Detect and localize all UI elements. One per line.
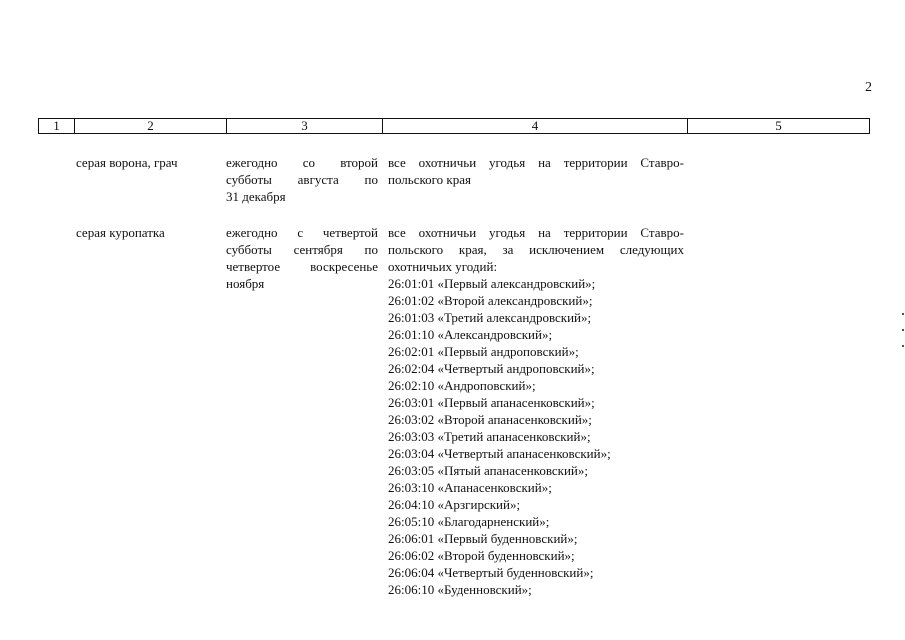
period-cell [226,154,378,205]
territory-list-item: 26:03:01 «Первый апанасенковский»; [388,395,595,410]
territory-line: охотничьих угодий: [388,259,498,274]
species-cell: серая ворона, грач [76,155,178,170]
header-cell-3: 3 [227,119,383,133]
period-line: субботы сентября по [226,242,378,257]
territory-list-item: 26:01:02 «Второй александровский»; [388,293,593,308]
table-header [38,118,870,134]
territory-list-item: 26:05:10 «Благодарненский»; [388,514,550,529]
territory-list-item: 26:06:02 «Второй буденновский»; [388,548,575,563]
scan-mark [902,313,904,315]
territory-line: все охотничьи угодья на территории Ставро- [388,155,684,170]
territory-line: польского края, за исключением следующих [388,242,684,257]
territory-cell [388,154,684,188]
territory-list-item: 26:02:10 «Андроповский»; [388,378,536,393]
territory-list-item: 26:02:04 «Четвертый андроповский»; [388,361,595,376]
territory-line: польского края [388,172,471,187]
territory-list-item: 26:01:03 «Третий александровский»; [388,310,592,325]
scan-mark [902,329,904,331]
header-cell-5: 5 [775,118,782,133]
territory-list-item: 26:06:10 «Буденновский»; [388,582,532,597]
header-cell-2: 2 [75,119,227,133]
header-cell-4: 4 [383,119,688,133]
header-cell-1: 1 [39,119,75,133]
territory-list-item: 26:01:01 «Первый александровский»; [388,276,596,291]
species-cell: серая куропатка [76,225,165,240]
period-line: субботы августа по [226,172,378,187]
territory-list-item: 26:03:03 «Третий апанасенковский»; [388,429,591,444]
territory-list-item: 26:03:04 «Четвертый апанасенковский»; [388,446,611,461]
territory-list-item: 26:01:10 «Александровский»; [388,327,553,342]
period-line: ежегодно со второй [226,155,378,170]
territory-list-item: 26:03:02 «Второй апанасенковский»; [388,412,592,427]
page-number: 2 [865,80,872,95]
scan-mark [902,345,904,347]
territory-line: все охотничьи угодья на территории Ставро- [388,225,684,240]
period-line: 31 декабря [226,189,286,204]
territory-list-item: 26:02:01 «Первый андроповский»; [388,344,579,359]
period-line: ноября [226,276,265,291]
territory-list-item: 26:04:10 «Арзгирский»; [388,497,521,512]
territory-list-item: 26:03:10 «Апанасенковский»; [388,480,552,495]
period-line: ежегодно с четвертой [226,225,378,240]
period-line: четвертое воскресенье [226,259,378,274]
period-cell [226,224,378,292]
territory-cell [388,224,684,598]
territory-list-item: 26:06:01 «Первый буденновский»; [388,531,578,546]
territory-list-item: 26:06:04 «Четвертый буденновский»; [388,565,594,580]
territory-list-item: 26:03:05 «Пятый апанасенковский»; [388,463,589,478]
